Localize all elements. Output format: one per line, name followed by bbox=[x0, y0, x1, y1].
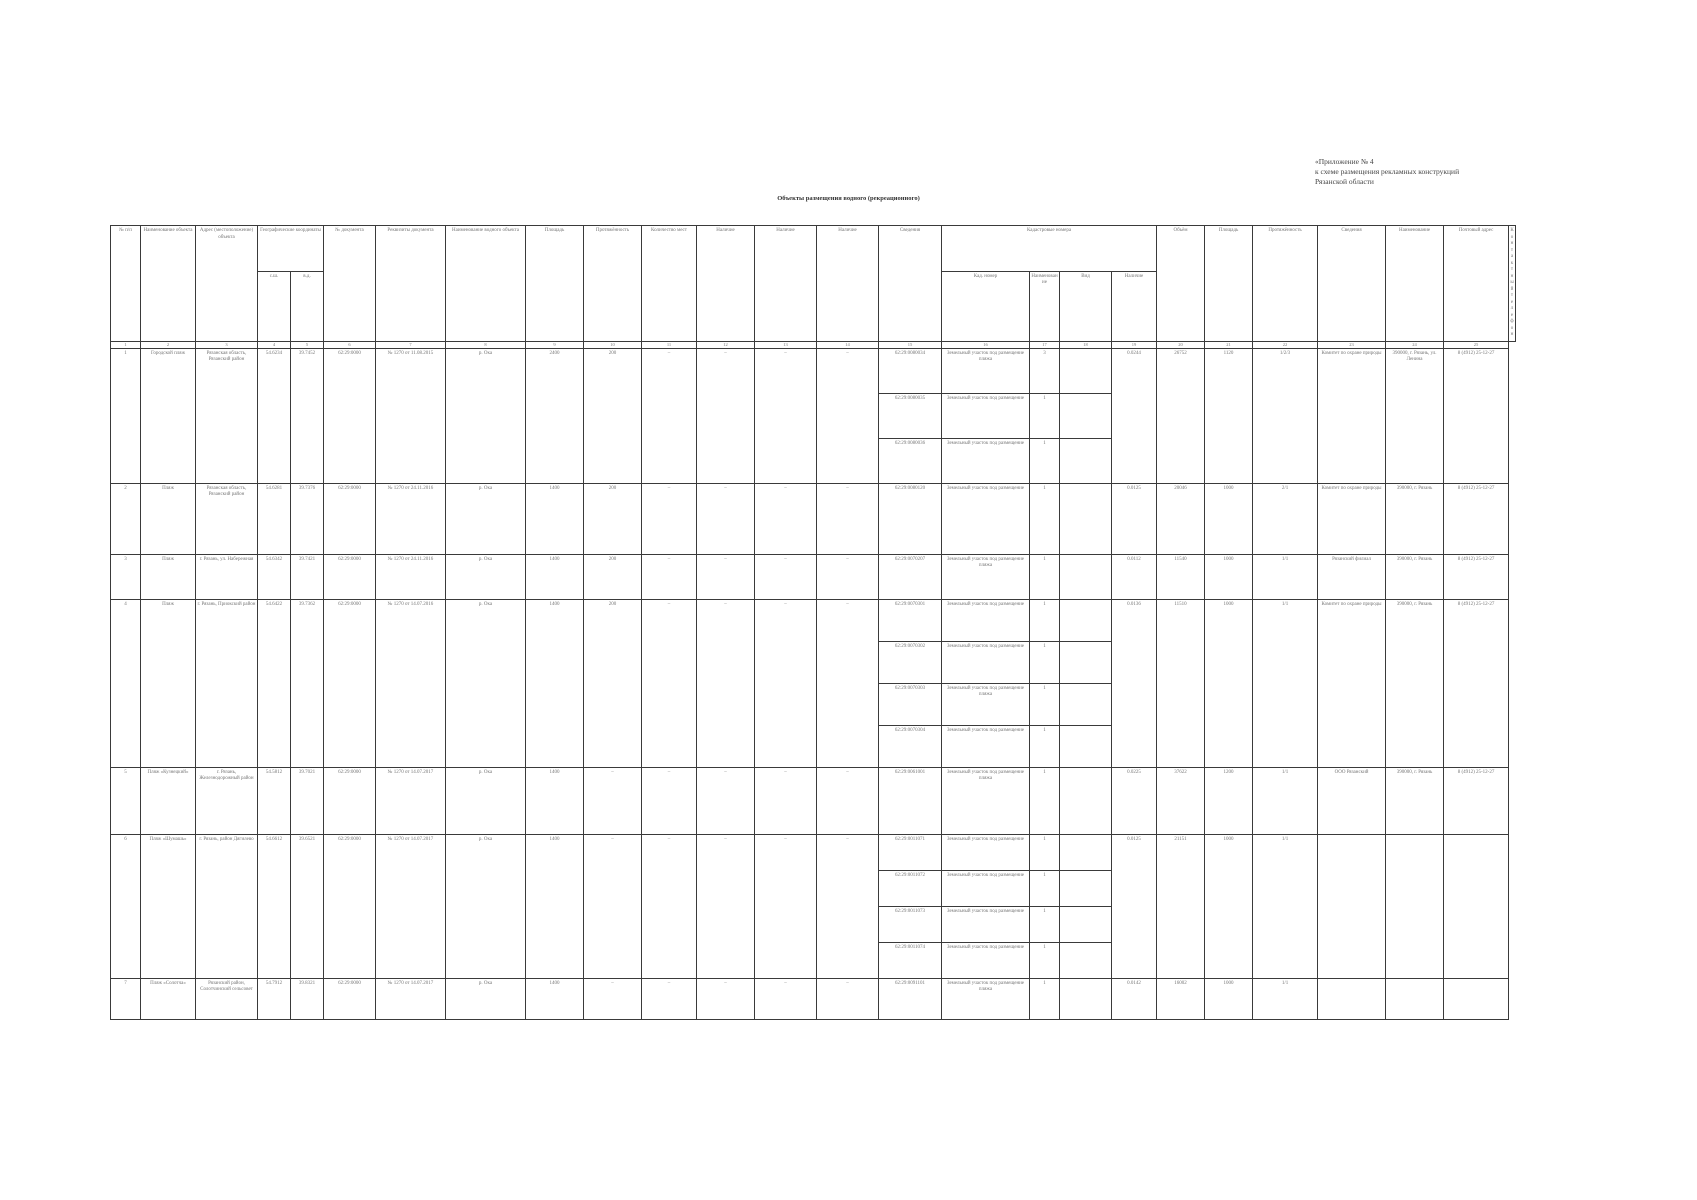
column-number: 12 bbox=[697, 341, 755, 348]
coord-lon: 39.7376 bbox=[291, 483, 324, 554]
volume-value: 0.0142 bbox=[1112, 978, 1157, 1019]
column-header: Кадастровые номера bbox=[942, 226, 1157, 272]
column-subheader: Кад. номер bbox=[942, 271, 1030, 341]
land-extra bbox=[1060, 438, 1112, 483]
info-value: 1/1 bbox=[1253, 554, 1318, 599]
flag-cell: – bbox=[642, 348, 697, 483]
land-description: Земельный участок под размещение пляжа bbox=[942, 978, 1030, 1019]
column-header: Географические координаты bbox=[258, 226, 324, 272]
coord-lat: 54.6422 bbox=[258, 599, 291, 767]
land-description: Земельный участок под размещение bbox=[942, 870, 1030, 906]
doc-requisites: № 1270 от 14.07.2016 bbox=[376, 599, 446, 767]
water-object: р. Ока bbox=[446, 348, 526, 483]
info-value: 1/1 bbox=[1253, 599, 1318, 767]
doc-requisites: № 1270 от 14.07.2017 bbox=[376, 767, 446, 834]
land-extra bbox=[1060, 906, 1112, 942]
length-value: – bbox=[584, 767, 642, 834]
land-extra bbox=[1060, 554, 1112, 599]
square-value: 11510 bbox=[1157, 599, 1205, 767]
column-number: 1 bbox=[111, 341, 141, 348]
cadastral-number: 62:29:0080036 bbox=[879, 438, 942, 483]
cadastral-number: 62:29:0070302 bbox=[879, 641, 942, 683]
extent-value: 1000 bbox=[1205, 554, 1253, 599]
postal-address bbox=[1386, 978, 1444, 1019]
column-number: 10 bbox=[584, 341, 642, 348]
object-name: Пляж bbox=[141, 483, 196, 554]
column-number: 5 bbox=[291, 341, 324, 348]
land-kind: 1 bbox=[1030, 554, 1060, 599]
owner-name: ООО Рязанский bbox=[1318, 767, 1386, 834]
water-object: р. Ока bbox=[446, 978, 526, 1019]
column-number: 4 bbox=[258, 341, 291, 348]
square-value: 26752 bbox=[1157, 348, 1205, 483]
column-header: Контактный телефон bbox=[1509, 226, 1516, 342]
coord-lon: 39.7021 bbox=[291, 767, 324, 834]
cadastral-number: 62:29:0011071 bbox=[879, 834, 942, 870]
column-number: 23 bbox=[1318, 341, 1386, 348]
column-header: Адрес (местоположение) объекта bbox=[196, 226, 258, 342]
land-kind: 1 bbox=[1030, 906, 1060, 942]
land-description: Земельный участок под размещение bbox=[942, 641, 1030, 683]
extent-value: 1000 bbox=[1205, 483, 1253, 554]
land-kind: 1 bbox=[1030, 393, 1060, 438]
flag-cell: – bbox=[697, 767, 755, 834]
flag-cell: – bbox=[755, 554, 817, 599]
length-value: 200 bbox=[584, 599, 642, 767]
area-value: 1400 bbox=[526, 599, 584, 767]
land-description: Земельный участок под размещение пляжа bbox=[942, 683, 1030, 725]
object-address: Рязанская область, Рязанский район bbox=[196, 348, 258, 483]
column-number: 20 bbox=[1157, 341, 1205, 348]
contact-phone: 8 (4912) 25-12-27 bbox=[1444, 767, 1509, 834]
owner-name bbox=[1318, 978, 1386, 1019]
contact-phone: 8 (4912) 25-12-27 bbox=[1444, 483, 1509, 554]
length-value: – bbox=[584, 978, 642, 1019]
coord-lon: 39.6521 bbox=[291, 834, 324, 978]
column-header: Наличие bbox=[755, 226, 817, 342]
column-number: 2 bbox=[141, 341, 196, 348]
object-address: Рязанский район, Солотчинский сельсовет bbox=[196, 978, 258, 1019]
flag-cell: – bbox=[642, 599, 697, 767]
extent-value: 1200 bbox=[1205, 767, 1253, 834]
header-row bbox=[111, 226, 1516, 272]
land-extra bbox=[1060, 978, 1112, 1019]
column-number: 15 bbox=[879, 341, 942, 348]
flag-cell: – bbox=[642, 767, 697, 834]
column-subheader: Наличие bbox=[1112, 271, 1157, 341]
register-table bbox=[110, 225, 1516, 1020]
land-extra bbox=[1060, 942, 1112, 978]
info-value: 1/1 bbox=[1253, 978, 1318, 1019]
column-number: 14 bbox=[817, 341, 879, 348]
land-kind: 1 bbox=[1030, 978, 1060, 1019]
land-kind: 1 bbox=[1030, 641, 1060, 683]
land-kind: 1 bbox=[1030, 870, 1060, 906]
flag-cell: – bbox=[755, 348, 817, 483]
coord-lon: 39.7452 bbox=[291, 348, 324, 483]
column-number: 8 bbox=[446, 341, 526, 348]
area-value: 1400 bbox=[526, 834, 584, 978]
table-row bbox=[111, 834, 1516, 870]
column-header: Протяжённость bbox=[1253, 226, 1318, 342]
info-value: 1/2/3 bbox=[1253, 348, 1318, 483]
water-object: р. Ока bbox=[446, 483, 526, 554]
land-kind: 1 bbox=[1030, 438, 1060, 483]
column-number: 7 bbox=[376, 341, 446, 348]
column-number: 21 bbox=[1205, 341, 1253, 348]
column-header: Наименование водного объекта bbox=[446, 226, 526, 342]
contact-phone: 8 (4912) 25-12-27 bbox=[1444, 348, 1509, 483]
table-row bbox=[111, 978, 1516, 1019]
coord-lat: 54.6281 bbox=[258, 483, 291, 554]
land-kind: 3 bbox=[1030, 348, 1060, 393]
flag-cell: – bbox=[817, 599, 879, 767]
land-kind: 1 bbox=[1030, 834, 1060, 870]
land-description: Земельный участок под размещение пляжа bbox=[942, 767, 1030, 834]
column-header: Площадь bbox=[1205, 226, 1253, 342]
column-header: Объём bbox=[1157, 226, 1205, 342]
contact-phone: 8 (4912) 25-12-27 bbox=[1444, 599, 1509, 767]
doc-requisites: № 1270 от 14.07.2017 bbox=[376, 978, 446, 1019]
extent-value: 1120 bbox=[1205, 348, 1253, 483]
land-description: Земельный участок под размещение bbox=[942, 725, 1030, 767]
land-extra bbox=[1060, 641, 1112, 683]
land-extra bbox=[1060, 767, 1112, 834]
postal-address: 390000, г. Рязань bbox=[1386, 599, 1444, 767]
flag-cell: – bbox=[755, 978, 817, 1019]
contact-phone: 8 (4912) 25-12-27 bbox=[1444, 554, 1509, 599]
row-number: 2 bbox=[111, 483, 141, 554]
flag-cell: – bbox=[755, 834, 817, 978]
column-subheader: Наименование bbox=[1030, 271, 1060, 341]
column-number: 24 bbox=[1386, 341, 1444, 348]
length-value: – bbox=[584, 834, 642, 978]
land-kind: 1 bbox=[1030, 483, 1060, 554]
row-number: 3 bbox=[111, 554, 141, 599]
flag-cell: – bbox=[817, 767, 879, 834]
column-number: 17 bbox=[1030, 341, 1060, 348]
square-value: 16002 bbox=[1157, 978, 1205, 1019]
object-address: г. Рязань, ул. Набережная bbox=[196, 554, 258, 599]
volume-value: 0.0112 bbox=[1112, 554, 1157, 599]
object-name: Пляж «Солотча» bbox=[141, 978, 196, 1019]
land-description: Земельный участок под размещение пляжа bbox=[942, 348, 1030, 393]
owner-name: Рязанский филиал bbox=[1318, 554, 1386, 599]
length-value: 200 bbox=[584, 483, 642, 554]
coord-lat: 54.6612 bbox=[258, 834, 291, 978]
water-object: р. Ока bbox=[446, 554, 526, 599]
flag-cell: – bbox=[642, 483, 697, 554]
volume-value: 0.0244 bbox=[1112, 348, 1157, 483]
flag-cell: – bbox=[755, 483, 817, 554]
land-description: Земельный участок под размещение bbox=[942, 834, 1030, 870]
extent-value: 1000 bbox=[1205, 599, 1253, 767]
column-number: 3 bbox=[196, 341, 258, 348]
table-row bbox=[111, 348, 1516, 393]
column-header: Площадь bbox=[526, 226, 584, 342]
column-header: Почтовый адрес bbox=[1444, 226, 1509, 342]
coord-lat: 54.6342 bbox=[258, 554, 291, 599]
land-kind: 1 bbox=[1030, 767, 1060, 834]
column-header: Сведения bbox=[1318, 226, 1386, 342]
land-description: Земельный участок под размещение bbox=[942, 438, 1030, 483]
land-extra bbox=[1060, 348, 1112, 393]
owner-name bbox=[1318, 834, 1386, 978]
cadastral-number: 62:29:0011073 bbox=[879, 906, 942, 942]
coord-lat: 54.6234 bbox=[258, 348, 291, 483]
flag-cell: – bbox=[697, 348, 755, 483]
row-number: 1 bbox=[111, 348, 141, 483]
object-name: Пляж bbox=[141, 554, 196, 599]
column-header: Наименование объекта bbox=[141, 226, 196, 342]
table-row bbox=[111, 767, 1516, 834]
column-header: Протяжённость bbox=[584, 226, 642, 342]
square-value: 21151 bbox=[1157, 834, 1205, 978]
object-name: Пляж bbox=[141, 599, 196, 767]
cadastral-number: 62:29:0070207 bbox=[879, 554, 942, 599]
length-value: 200 bbox=[584, 348, 642, 483]
row-number: 4 bbox=[111, 599, 141, 767]
flag-cell: – bbox=[642, 978, 697, 1019]
column-header: Реквизиты документа bbox=[376, 226, 446, 342]
coord-lon: 39.8321 bbox=[291, 978, 324, 1019]
area-value: 1400 bbox=[526, 978, 584, 1019]
land-description: Земельный участок под размещение bbox=[942, 906, 1030, 942]
volume-value: 0.0136 bbox=[1112, 599, 1157, 767]
appendix-note bbox=[1315, 157, 1615, 187]
column-header: Наличие bbox=[817, 226, 879, 342]
object-address: Рязанская область, Рязанский район bbox=[196, 483, 258, 554]
doc-requisites: № 1270 от 11.08.2015 bbox=[376, 348, 446, 483]
flag-cell: – bbox=[817, 554, 879, 599]
length-value: 200 bbox=[584, 554, 642, 599]
volume-value: 0.0125 bbox=[1112, 483, 1157, 554]
postal-address bbox=[1386, 834, 1444, 978]
cadastral-number: 62:29:0091101 bbox=[879, 978, 942, 1019]
info-value: 1/1 bbox=[1253, 767, 1318, 834]
row-number: 7 bbox=[111, 978, 141, 1019]
land-extra bbox=[1060, 393, 1112, 438]
doc-number: 62:29:0000 bbox=[324, 348, 376, 483]
cadastral-number: 62:29:0070301 bbox=[879, 599, 942, 641]
extent-value: 1000 bbox=[1205, 978, 1253, 1019]
column-number: 16 bbox=[942, 341, 1030, 348]
coord-lat: 54.5812 bbox=[258, 767, 291, 834]
cadastral-number: 62:29:0070304 bbox=[879, 725, 942, 767]
column-number: 25 bbox=[1444, 341, 1509, 348]
flag-cell: – bbox=[697, 978, 755, 1019]
land-extra bbox=[1060, 599, 1112, 641]
water-object: р. Ока bbox=[446, 834, 526, 978]
area-value: 1400 bbox=[526, 554, 584, 599]
appendix-line-3: Рязанской области bbox=[1315, 177, 1374, 186]
contact-phone bbox=[1444, 834, 1509, 978]
land-extra bbox=[1060, 683, 1112, 725]
doc-requisites: № 1270 от 14.07.2017 bbox=[376, 834, 446, 978]
doc-number: 62:29:0000 bbox=[324, 834, 376, 978]
flag-cell: – bbox=[817, 348, 879, 483]
land-extra bbox=[1060, 834, 1112, 870]
row-number: 5 bbox=[111, 767, 141, 834]
column-header: Сведения bbox=[879, 226, 942, 342]
column-header: Количество мест bbox=[642, 226, 697, 342]
land-kind: 1 bbox=[1030, 599, 1060, 641]
cadastral-number: 62:29:0070303 bbox=[879, 683, 942, 725]
info-value: 2/1 bbox=[1253, 483, 1318, 554]
column-header: Наименование bbox=[1386, 226, 1444, 342]
table-row bbox=[111, 483, 1516, 554]
land-extra bbox=[1060, 725, 1112, 767]
column-number: 11 bbox=[642, 341, 697, 348]
flag-cell: – bbox=[817, 834, 879, 978]
contact-phone bbox=[1444, 978, 1509, 1019]
owner-name: Комитет по охране природы bbox=[1318, 599, 1386, 767]
info-value: 1/1 bbox=[1253, 834, 1318, 978]
postal-address: 390000, г. Рязань, ул. Ленина bbox=[1386, 348, 1444, 483]
doc-number: 62:29:0000 bbox=[324, 554, 376, 599]
column-number: 6 bbox=[324, 341, 376, 348]
flag-cell: – bbox=[697, 483, 755, 554]
area-value: 1400 bbox=[526, 767, 584, 834]
flag-cell: – bbox=[817, 483, 879, 554]
land-extra bbox=[1060, 870, 1112, 906]
land-kind: 1 bbox=[1030, 942, 1060, 978]
postal-address: 390000, г. Рязань bbox=[1386, 767, 1444, 834]
object-name: Городской пляж bbox=[141, 348, 196, 483]
table-row bbox=[111, 554, 1516, 599]
flag-cell: – bbox=[697, 834, 755, 978]
object-address: г. Рязань, район Дягилево bbox=[196, 834, 258, 978]
land-extra bbox=[1060, 483, 1112, 554]
flag-cell: – bbox=[755, 767, 817, 834]
area-value: 1400 bbox=[526, 483, 584, 554]
column-header: Наличие bbox=[697, 226, 755, 342]
cadastral-number: 62:29:0080035 bbox=[879, 393, 942, 438]
cadastral-number: 62:29:0011072 bbox=[879, 870, 942, 906]
doc-requisites: № 1270 от 24.11.2016 bbox=[376, 554, 446, 599]
postal-address: 390000, г. Рязань bbox=[1386, 554, 1444, 599]
column-number: 13 bbox=[755, 341, 817, 348]
owner-name: Комитет по охране природы bbox=[1318, 348, 1386, 483]
column-subheader: Вид bbox=[1060, 271, 1112, 341]
coord-lat: 54.7912 bbox=[258, 978, 291, 1019]
column-subheader: в.д. bbox=[291, 271, 324, 341]
land-description: Земельный участок под размещение bbox=[942, 599, 1030, 641]
row-number: 6 bbox=[111, 834, 141, 978]
flag-cell: – bbox=[642, 834, 697, 978]
land-kind: 1 bbox=[1030, 725, 1060, 767]
owner-name: Комитет по охране природы bbox=[1318, 483, 1386, 554]
document-title: Объекты размещения водного (рекреационного) bbox=[777, 195, 920, 202]
square-value: 20046 bbox=[1157, 483, 1205, 554]
column-number-row bbox=[111, 341, 1516, 348]
volume-value: 0.0125 bbox=[1112, 834, 1157, 978]
water-object: р. Ока bbox=[446, 767, 526, 834]
appendix-line-1: «Приложение № 4 bbox=[1315, 157, 1374, 166]
cadastral-number: 62:29:0011074 bbox=[879, 942, 942, 978]
coord-lon: 39.7362 bbox=[291, 599, 324, 767]
column-number: 18 bbox=[1060, 341, 1112, 348]
water-object: р. Ока bbox=[446, 599, 526, 767]
area-value: 2400 bbox=[526, 348, 584, 483]
column-number: 19 bbox=[1112, 341, 1157, 348]
extent-value: 1000 bbox=[1205, 834, 1253, 978]
object-address: г. Рязань, Приокский район bbox=[196, 599, 258, 767]
table-row bbox=[111, 599, 1516, 641]
flag-cell: – bbox=[642, 554, 697, 599]
object-name: Пляж «Кузнецкий» bbox=[141, 767, 196, 834]
doc-number: 62:29:0000 bbox=[324, 599, 376, 767]
doc-number: 62:29:0000 bbox=[324, 978, 376, 1019]
doc-number: 62:29:0000 bbox=[324, 767, 376, 834]
land-description: Земельный участок под размещение bbox=[942, 393, 1030, 438]
doc-number: 62:29:0000 bbox=[324, 483, 376, 554]
column-header: № п/п bbox=[111, 226, 141, 342]
square-value: 11540 bbox=[1157, 554, 1205, 599]
square-value: 37622 bbox=[1157, 767, 1205, 834]
object-name: Пляж «Шумашь» bbox=[141, 834, 196, 978]
cadastral-number: 62:29:0061001 bbox=[879, 767, 942, 834]
cadastral-number: 62:29:0080034 bbox=[879, 348, 942, 393]
flag-cell: – bbox=[697, 554, 755, 599]
land-kind: 1 bbox=[1030, 683, 1060, 725]
volume-value: 0.0225 bbox=[1112, 767, 1157, 834]
land-description: Земельный участок под размещение bbox=[942, 942, 1030, 978]
column-header: № документа bbox=[324, 226, 376, 342]
flag-cell: – bbox=[697, 599, 755, 767]
doc-requisites: № 1270 от 24.11.2016 bbox=[376, 483, 446, 554]
flag-cell: – bbox=[817, 978, 879, 1019]
coord-lon: 39.7421 bbox=[291, 554, 324, 599]
column-subheader: с.ш. bbox=[258, 271, 291, 341]
object-address: г. Рязань, Железнодорожный район bbox=[196, 767, 258, 834]
land-description: Земельный участок под размещение bbox=[942, 483, 1030, 554]
column-number: 22 bbox=[1253, 341, 1318, 348]
appendix-line-2: к схеме размещения рекламных конструкций bbox=[1315, 167, 1460, 176]
flag-cell: – bbox=[755, 599, 817, 767]
cadastral-number: 62:29:0080120 bbox=[879, 483, 942, 554]
column-number: 9 bbox=[526, 341, 584, 348]
postal-address: 390000, г. Рязань bbox=[1386, 483, 1444, 554]
land-description: Земельный участок под размещение пляжа bbox=[942, 554, 1030, 599]
